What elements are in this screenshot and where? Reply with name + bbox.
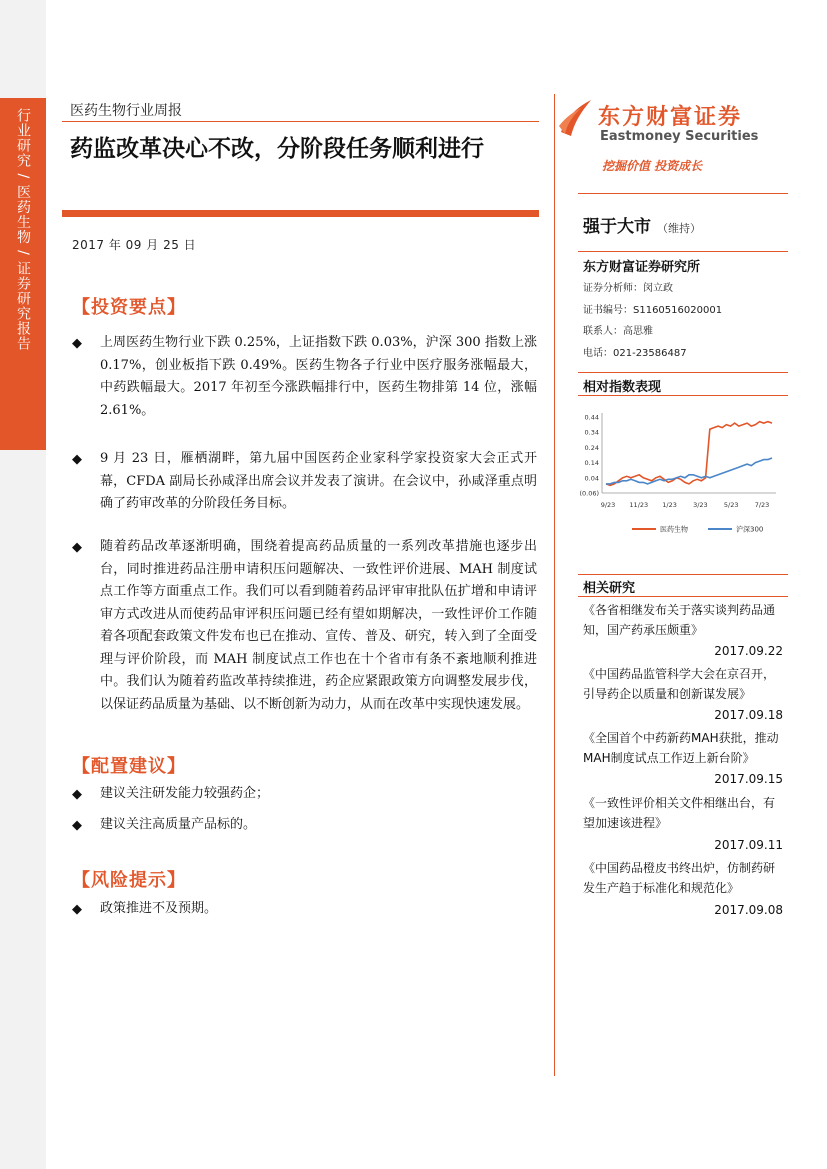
analyst-line: 联系人：高思雅 [583, 326, 653, 337]
y-tick-label: 0.24 [584, 443, 599, 452]
rating-value: 强于大市 [583, 217, 651, 237]
legend-label: 医药生物 [660, 525, 688, 534]
y-tick-label: 0.44 [584, 413, 599, 422]
allocation-item: 建议关注研发能力较强药企； [100, 786, 270, 801]
allocation-item: 建议关注高质量产品标的。 [100, 817, 257, 832]
analyst-line: 证书编号：S1160516020001 [583, 305, 723, 316]
column-divider [554, 94, 555, 1076]
institute-name: 东方财富证券研究所 [583, 260, 701, 275]
related-section-title: 相关研究 [583, 581, 636, 596]
company-slogan: 挖掘价值 投资成长 [602, 159, 703, 173]
related-report-date: 2017.09.22 [714, 644, 783, 658]
related-report-date: 2017.09.11 [714, 838, 783, 852]
y-tick-label: 0.34 [584, 428, 599, 437]
bullet-icon: ◆ [72, 336, 82, 351]
company-name-cn: 东方财富证券 [598, 105, 743, 130]
report-date: 2017 年 09 月 25 日 [72, 238, 197, 252]
related-report-date: 2017.09.18 [714, 708, 783, 722]
allocation-section-title: 【配置建议】 [72, 756, 186, 777]
x-tick-label: 5/23 [723, 501, 739, 509]
bullet-icon: ◆ [72, 902, 82, 917]
x-tick-label: 9/23 [600, 501, 616, 509]
investment-section-title: 【投资要点】 [72, 297, 186, 318]
institute-rule [578, 251, 788, 252]
chart-section-rule [578, 372, 788, 373]
company-name-en: Eastmoney Securities [600, 129, 759, 144]
rating-rule [578, 193, 788, 194]
y-tick-label: 0.04 [584, 474, 599, 483]
bullet-icon: ◆ [72, 818, 82, 833]
x-tick-label: 11/23 [629, 501, 649, 509]
x-tick-label: 3/23 [693, 501, 708, 509]
y-tick-label: 0.14 [584, 459, 599, 468]
related-report-title[interactable]: 《全国首个中药新药MAH获批，推动MAH制度试点工作迈上新台阶》 [583, 731, 779, 765]
investment-paragraph: 9 月 23 日，雁栖湖畔，第九届中国医药企业家科学家投资家大会正式开幕，CFDA 副局长孙咸泽出席会议并发表了演讲。在会议中，孙咸泽重点明确了药审改革的分阶段任务目标。 [100, 451, 537, 511]
chart-section-title: 相对指数表现 [583, 380, 662, 395]
series-line [606, 458, 772, 484]
related-section-rule-bottom [578, 596, 788, 597]
sidebar-vertical-text: 行业研究 / 医药生物 / 证券研究报告 [15, 108, 31, 352]
bullet-icon: ◆ [72, 452, 82, 467]
related-report-date: 2017.09.15 [714, 772, 783, 786]
related-report-date: 2017.09.08 [714, 903, 783, 917]
investment-paragraph: 上周医药生物行业下跌 0.25%，上证指数下跌 0.03%，沪深 300 指数上涨 0.17%，创业板指下跌 0.49%。医药生物各子行业中医疗服务涨幅最大，中药跌幅最大。2017 年初至今涨跌幅排行中，医药生物排第 14 位，涨幅 2.61%。 [100, 335, 537, 418]
legend-label: 沪深300 [736, 525, 764, 534]
related-report-title[interactable]: 《中国药品监管科学大会在京召开，引导药企以质量和创新谋发展》 [583, 667, 776, 701]
related-report-title[interactable]: 《中国药品橙皮书终出炉，仿制药研发生产趋于标准化和规范化》 [583, 861, 776, 895]
category-rule [62, 121, 539, 122]
related-section-rule [578, 574, 788, 575]
report-title: 药监改革决心不改，分阶段任务顺利进行 [70, 135, 484, 162]
risk-section-title: 【风险提示】 [72, 870, 186, 891]
analyst-line: 证券分析师：闵立政 [583, 283, 673, 294]
risk-item: 政策推进不及预期。 [100, 901, 218, 916]
x-tick-label: 1/23 [662, 501, 677, 509]
chart-section-rule-bottom [578, 395, 788, 396]
report-category: 医药生物行业周报 [70, 103, 182, 119]
analyst-line: 电话：021-23586487 [583, 348, 687, 359]
relative-index-chart [572, 405, 788, 537]
rating-label [583, 212, 701, 237]
related-report-title[interactable]: 《各省相继发布关于落实谈判药品通知，国产药承压颇重》 [583, 603, 776, 637]
title-bar [62, 210, 539, 217]
y-tick-label: (0.06) [579, 489, 599, 498]
rating-note: （维持） [657, 222, 701, 235]
bullet-icon: ◆ [72, 540, 82, 555]
investment-paragraph: 随着药品改革逐渐明确，围绕着提高药品质量的一系列改革措施也逐步出台，同时推进药品注册申请积压问题解决、一致性评价进展、MAH 制度试点工作等方面重点工作。我们可以看到随着药品评审审批队伍扩增和申请评审方式改进从而使药品审评积压问题已经有望如期解决，一致性评价工作随着各项配套政策文件发布也已在推动、宣传、普及、研究，转入到了全面受理与评价阶段，而 MAH 制度试点工作也在十个省市有条不紊地顺利推进中。我们认为随着药监改革持续推进，药企应紧跟政策方向调整发展步伐，以保证药品质量为基础、以不断创新为动力，从而在改革中实现快速发展。 [100, 539, 537, 712]
series-line [606, 422, 772, 486]
related-report-title[interactable]: 《一致性评价相关文件相继出台，有望加速该进程》 [583, 796, 776, 830]
bullet-icon: ◆ [72, 787, 82, 802]
company-logo-icon [557, 96, 593, 140]
x-tick-label: 7/23 [754, 501, 770, 509]
